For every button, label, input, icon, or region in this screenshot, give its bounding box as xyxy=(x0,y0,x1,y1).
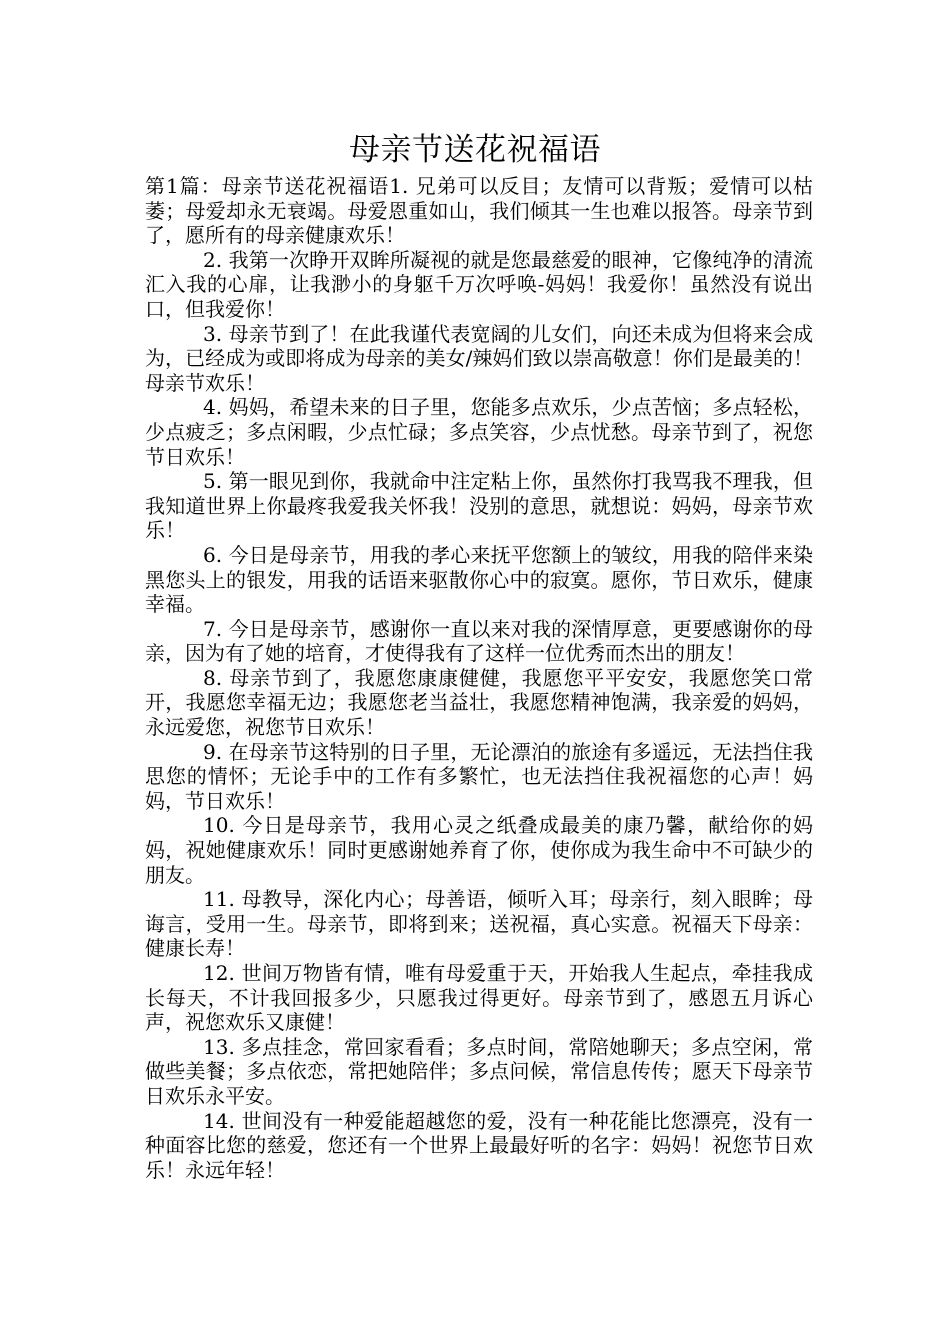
document-title: 母亲节送花祝福语 xyxy=(349,132,601,168)
paragraph-13: 13. 多点挂念，常回家看看；多点时间，常陪她聊天；多点空闲，常做些美餐；多点依恋，常把她陪伴；多点问候，常信息传传；愿天下母亲节日欢乐永平安。 xyxy=(145,1034,813,1108)
paragraph-6: 6. 今日是母亲节，用我的孝心来抚平您额上的皱纹，用我的陪伴来染黑您头上的银发，用我的话语来驱散你心中的寂寞。愿你，节日欢乐，健康幸福。 xyxy=(145,542,813,617)
paragraph-14: 14. 世间没有一种爱能超越您的爱，没有一种花能比您漂亮，没有一种面容比您的慈爱，您还有一个世界上最最好听的名字：妈妈！祝您节日欢乐！永远年轻！ xyxy=(145,1108,813,1182)
paragraph-12: 12. 世间万物皆有情，唯有母爱重于天，开始我人生起点，牵挂我成长每天，不计我回报多少，只愿我过得更好。母亲节到了，感恩五月诉心声，祝您欢乐又康健！ xyxy=(145,961,813,1035)
paragraph-8: 8. 母亲节到了，我愿您康康健健，我愿您平平安安，我愿您笑口常开，我愿您幸福无边；我愿您老当益壮，我愿您精神饱满，我亲爱的妈妈，永远爱您，祝您节日欢乐！ xyxy=(145,665,813,740)
paragraph-2: 2. 我第一次睁开双眸所凝视的就是您最慈爱的眼神，它像纯净的清流汇入我的心扉，让我渺小的身躯千万次呼唤-妈妈！我爱你！虽然没有说出口，但我爱你！ xyxy=(145,247,813,321)
paragraph-3: 3. 母亲节到了！在此我谨代表宽阔的儿女们，向还未成为但将来会成为，已经成为或即将成为母亲的美女/辣妈们致以崇高敬意！你们是最美的！母亲节欢乐！ xyxy=(145,321,813,395)
paragraph-10: 10. 今日是母亲节，我用心灵之纸叠成最美的康乃馨，献给你的妈妈，祝她健康欢乐！同时更感谢她养育了你，使你成为我生命中不可缺少的朋友。 xyxy=(145,813,813,887)
paragraph-11: 11. 母教导，深化内心；母善语，倾听入耳；母亲行，刻入眼眸；母诲言，受用一生。母亲节，即将到来；送祝福，真心实意。祝福天下母亲：健康长寿！ xyxy=(145,887,813,961)
paragraph-5: 5. 第一眼见到你，我就命中注定粘上你，虽然你打我骂我不理我，但我知道世界上你最疼我爱我关怀我！没别的意思，就想说：妈妈，母亲节欢乐！ xyxy=(145,469,813,543)
paragraph-9: 9. 在母亲节这特别的日子里，无论漂泊的旅途有多遥远，无法挡住我思您的情怀；无论手中的工作有多繁忙，也无法挡住我祝福您的心声！妈妈，节日欢乐！ xyxy=(145,739,813,813)
paragraph-1: 第1篇：母亲节送花祝福语1. 兄弟可以反目；友情可以背叛；爱情可以枯萎；母爱却永无衰竭。母爱恩重如山，我们倾其一生也难以报答。母亲节到了，愿所有的母亲健康欢乐！ xyxy=(145,174,813,248)
document-body xyxy=(145,174,813,1182)
paragraph-4: 4. 妈妈，希望未来的日子里，您能多点欢乐，少点苦恼；多点轻松，少点疲乏；多点闲暇，少点忙碌；多点笑容，少点忧愁。母亲节到了，祝您节日欢乐！ xyxy=(145,395,813,469)
paragraph-7: 7. 今日是母亲节，感谢你一直以来对我的深情厚意，更要感谢你的母亲，因为有了她的培育，才使得我有了这样一位优秀而杰出的朋友！ xyxy=(145,616,813,666)
